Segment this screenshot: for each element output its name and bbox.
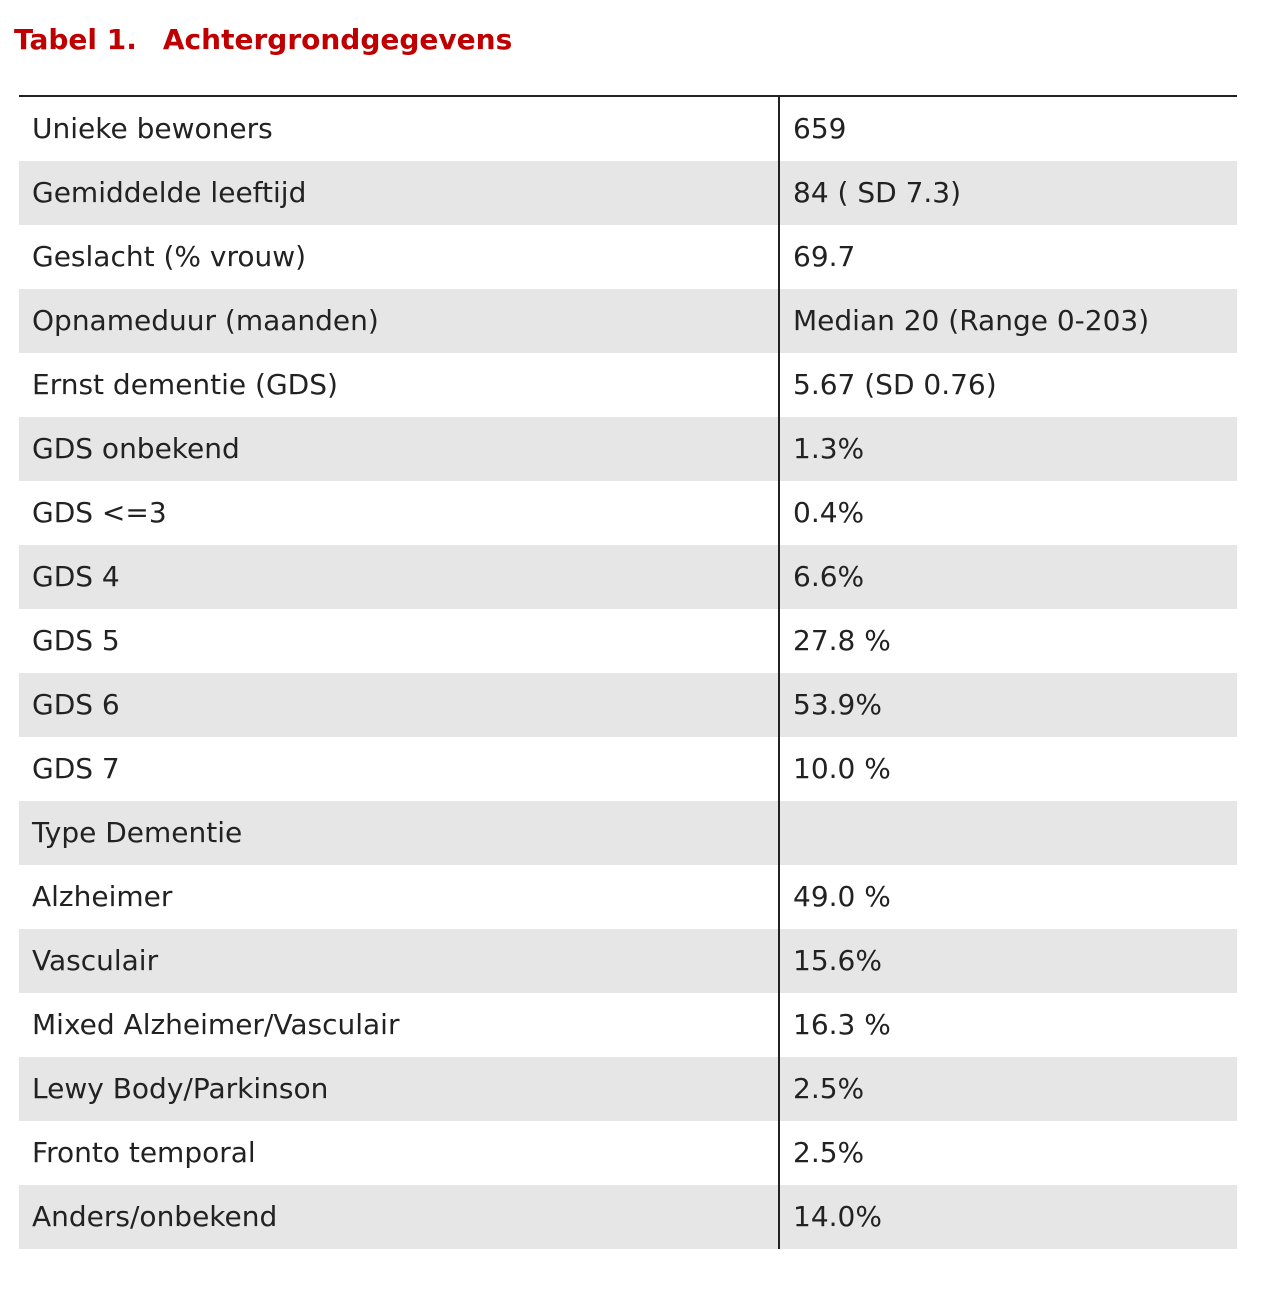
row-value: 84 ( SD 7.3)	[779, 161, 1237, 225]
row-label: GDS 6	[19, 673, 779, 737]
background-data-table	[19, 97, 1237, 1249]
row-value: 659	[793, 112, 847, 145]
table-row	[19, 481, 1237, 545]
row-label: Mixed Alzheimer/Vasculair	[19, 993, 779, 1057]
table-row	[19, 609, 1237, 673]
row-label: Gemiddelde leeftijd	[19, 161, 779, 225]
row-value: 2.5%	[793, 1136, 865, 1169]
row-value: 27.8 %	[793, 624, 891, 657]
row-value: 2.5%	[779, 1057, 1237, 1121]
row-value: 14.0%	[779, 1185, 1237, 1249]
row-label: Anders/onbekend	[19, 1185, 779, 1249]
row-label: Geslacht (% vrouw)	[19, 225, 779, 289]
row-value: 16.3 %	[793, 1008, 891, 1041]
table-row	[19, 353, 1237, 417]
data-table-container	[19, 95, 1237, 1249]
row-value: 15.6%	[779, 929, 1237, 993]
row-label: Lewy Body/Parkinson	[19, 1057, 779, 1121]
row-label: Unieke bewoners	[19, 97, 779, 161]
row-value: 5.67 (SD 0.76)	[793, 368, 997, 401]
table-title: Achtergrondgegevens	[162, 23, 513, 56]
table-row	[19, 737, 1237, 801]
table-row	[19, 545, 1237, 609]
row-value: 10.0 %	[793, 752, 891, 785]
table-row	[19, 929, 1237, 993]
row-value: 1.3%	[779, 417, 1237, 481]
table-row	[19, 161, 1237, 225]
row-label: GDS onbekend	[19, 417, 779, 481]
row-label: GDS 4	[19, 545, 779, 609]
row-label: GDS 5	[19, 609, 779, 673]
table-row	[19, 1057, 1237, 1121]
table-row	[19, 801, 1237, 865]
row-label: Type Dementie	[19, 801, 779, 865]
table-row	[19, 993, 1237, 1057]
row-label: Opnameduur (maanden)	[19, 289, 779, 353]
table-row	[19, 1121, 1237, 1185]
row-value: 69.7	[793, 240, 856, 273]
row-value: 6.6%	[779, 545, 1237, 609]
row-value: Median 20 (Range 0-203)	[779, 289, 1237, 353]
row-value: 53.9%	[779, 673, 1237, 737]
row-value	[779, 801, 1237, 865]
table-row	[19, 673, 1237, 737]
table-number: Tabel 1.	[14, 23, 137, 56]
table-row	[19, 289, 1237, 353]
table-row	[19, 225, 1237, 289]
row-value: 49.0 %	[793, 880, 891, 913]
table-row	[19, 865, 1237, 929]
table-row	[19, 417, 1237, 481]
row-label: Ernst dementie (GDS)	[19, 353, 779, 417]
row-label: GDS 7	[19, 737, 779, 801]
table-row	[19, 1185, 1237, 1249]
row-label: Fronto temporal	[19, 1121, 779, 1185]
row-label: GDS <=3	[19, 481, 779, 545]
table-caption	[14, 20, 512, 60]
row-value: 0.4%	[793, 496, 865, 529]
row-label: Vasculair	[19, 929, 779, 993]
table-row	[19, 97, 1237, 161]
row-label: Alzheimer	[19, 865, 779, 929]
